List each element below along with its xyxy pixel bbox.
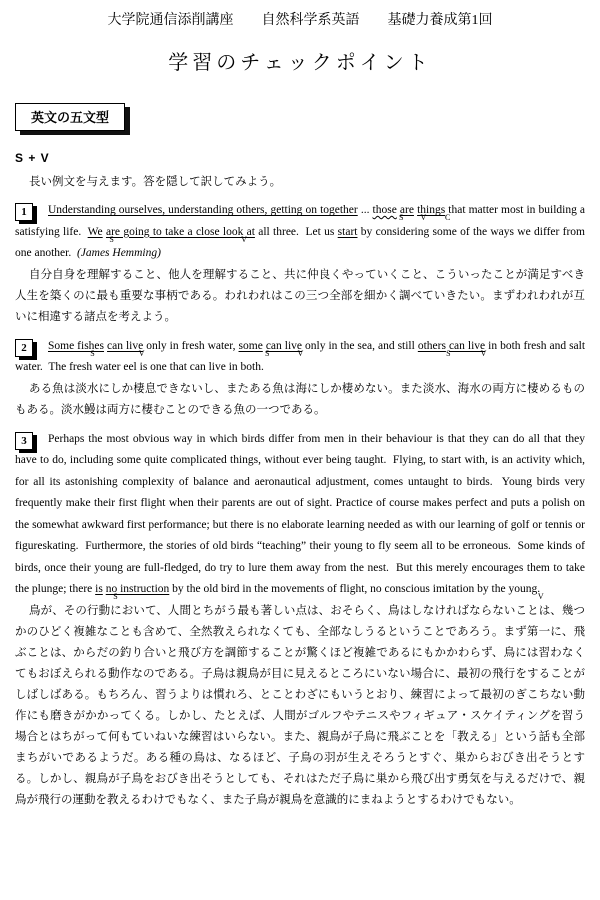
grammar-label: S	[109, 234, 114, 244]
english-example-text	[15, 200, 585, 265]
annotated-segment: young. V	[509, 583, 541, 595]
text-segment: all three. Let us	[254, 225, 338, 238]
grammar-label: S	[446, 348, 451, 358]
example-block-1	[15, 200, 585, 328]
annotated-segment: things C	[417, 204, 445, 216]
annotated-segment: are V	[400, 204, 414, 216]
example-number-badge: 1	[15, 203, 33, 221]
text-segment: that matter most in building a satisfying life.	[15, 204, 586, 238]
annotated-segment: can live V	[265, 339, 304, 358]
text-segment: ...	[357, 204, 373, 216]
text-segment: (James Hemming)	[76, 247, 161, 259]
japanese-translation: ある魚は淡水にしか棲息できないし、またある魚は海にしか棲めない。また淡水、海水の両方に棲めるものもある。淡水鰻は両方に棲むことのできる魚の一つである。	[15, 382, 585, 416]
annotated-segment: can live V	[448, 339, 487, 358]
grammar-label: S	[90, 348, 95, 358]
text-segment: no instruction	[105, 583, 170, 595]
annotated-segment: others S	[418, 340, 446, 352]
annotated-segment: some S	[239, 340, 263, 352]
example-number-badge: 3	[15, 432, 33, 450]
annotated-segment: are going to take a close look at V	[105, 225, 255, 244]
section-box	[15, 103, 125, 131]
annotated-segment: We S	[88, 226, 103, 238]
english-example-text	[15, 336, 585, 379]
text-segment: by the old bird in the movements of flight, no conscious imitation by the	[169, 583, 509, 595]
annotated-segment: Some fishes S	[48, 339, 105, 358]
annotated-segment: can live V	[107, 339, 145, 358]
text-segment: in both fresh and salt water. The fresh water eel is one that can live in both.	[15, 339, 586, 373]
section-box-label: 英文の五文型	[31, 110, 110, 125]
grammar-label: V	[138, 348, 145, 358]
example-number-badge: 2	[15, 339, 33, 357]
japanese-translation: 自分自身を理解すること、他人を理解すること、共に仲良くやっていくこと、こういったことが満足すべき人生を築くのに最も重要な事柄である。われわれはこの三つ全部を細かく調べていきたい。まずわれわれが互いに相違する諸点を考えよう。	[15, 268, 585, 323]
instruction-text: 長い例文を与えます。答を隠して訳してみよう。	[29, 176, 282, 188]
text-segment: by considering some of the ways we differ from one another.	[15, 225, 586, 259]
grammar-label: V	[241, 234, 247, 244]
grammar-label: S	[264, 348, 270, 358]
example-block-2	[15, 336, 585, 421]
english-example-text	[15, 429, 585, 601]
grammar-label: V	[297, 348, 304, 358]
grammar-label: V	[537, 592, 544, 602]
text-segment: only in fresh water,	[143, 339, 239, 352]
annotated-segment: is S	[95, 583, 103, 595]
grammar-label: V	[480, 348, 487, 358]
page-title: 学習のチェックポイント	[168, 52, 432, 74]
annotated-segment: those S	[373, 204, 397, 216]
example-block-3	[15, 429, 585, 811]
grammar-label: S	[113, 592, 118, 602]
course-header: 大学院通信添削講座 自然科学系英語 基礎力養成第1回	[107, 13, 493, 28]
grammar-label: V	[420, 213, 427, 223]
grammar-label: S	[398, 213, 404, 223]
text-segment: Perhaps the most obvious way in which birds differ from men in their behaviour is that they can do all that they have to do, including some quite complicated things, without ever being taught. Flying, to start with, is an activity which, for all its astonishing complexity of balance and aeronautical adjustment, comes untaught to birds. Young birds very frequently make their first flight when their parents are out of sight. Practice of course makes perfect and puts a polish on the somewhat awkward first performance; but there is no elaborate learning needed as with our learning of golf or tennis or figureskating. Furthermore, the stories of old birds “teaching” their young to fly seem all to be erroneous. Some kinds of birds, once their young are full-fledged, do try to lure them away from the nest. But this merely encourages them to take the plunge; there	[15, 432, 585, 595]
text-segment: only in the sea, and still	[302, 339, 418, 352]
japanese-translation: 鳥が、その行動において、人間とちがう最も著しい点は、おそらく、鳥はしなければならないことは、幾つかのひどく複雑なことも含めて、全然教えられなくても、全部なしうるということであろう。まず第一に、飛ぶことは、からだの釣り合いと飛び方を調節することが驚くほど複雑であるにもかかわらず、鳥には習わなくてもおぼえられる動作なのである。子鳥は親鳥が目に見えるところにいない場合に、最初の飛行をすることがしばしばある。もちろん、習うよりは慣れろ、とことわざにもいうとおり、練習によって最初のぎこちない動作にも磨きがかかってくる。しかし、たとえば、人間がゴルフやテニスやフィギュア・スケイティングを習う場合とはちがって何もていねいな練習はいらない。また、親鳥が子鳥に飛ぶことを「教える」という話も全部まちがいであるようだ。ある種の鳥は、なるほど、子鳥の羽が生えそろうとすぐ、巣からおびき出そうとする。しかし、親鳥が子鳥をおびき出そうとしても、それはただ子鳥に巣から飛び出す勇気を与えるだけで、親鳥が飛行の運動を教えるわけでもなく、また子鳥が親鳥を意識的にまねようとするわけでもない。	[15, 604, 585, 806]
grammar-label: C	[444, 213, 451, 223]
pattern-heading: S + V	[15, 151, 50, 165]
text-segment: start	[337, 225, 358, 238]
text-segment: Understanding ourselves, understanding others, getting on together	[48, 204, 358, 216]
